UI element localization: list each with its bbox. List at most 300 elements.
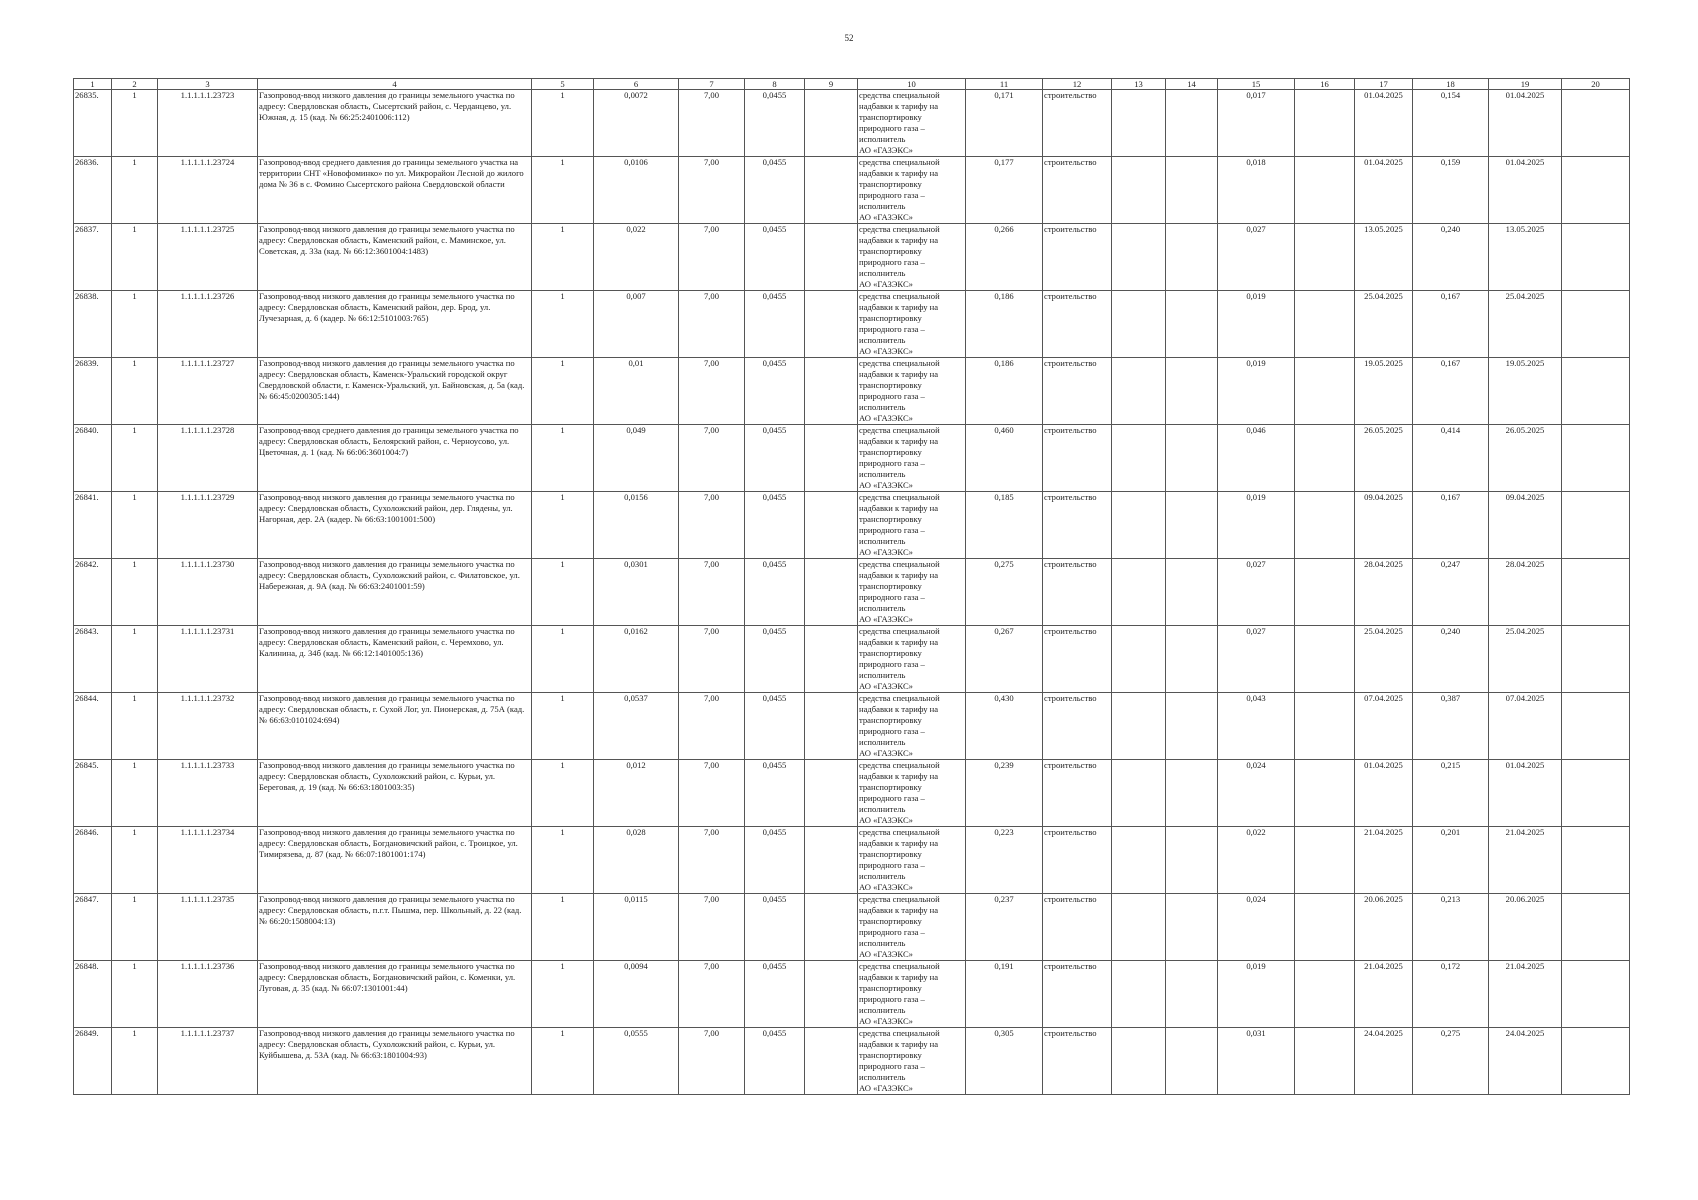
cell-work-type: строительство [1043, 425, 1112, 492]
cell-row-number: 26845. [74, 760, 112, 827]
cell-funding-source: средства специальной надбавки к тарифу на транспортировку природного газа – исполнитель АО «ГАЗЭКС» [858, 358, 966, 425]
cell-funding-source: средства специальной надбавки к тарифу на транспортировку природного газа – исполнитель АО «ГАЗЭКС» [858, 961, 966, 1028]
cell-value-9 [805, 894, 858, 961]
cell-value-7: 7,00 [679, 291, 745, 358]
cell-start-date: 01.04.2025 [1355, 760, 1413, 827]
cell-value-15: 0,024 [1218, 760, 1295, 827]
cell-funding-source: средства специальной надбавки к тарифу на транспортировку природного газа – исполнитель АО «ГАЗЭКС» [858, 291, 966, 358]
cell-value-15: 0,027 [1218, 224, 1295, 291]
cell-value-18: 0,167 [1413, 291, 1489, 358]
cell-funding-source: средства специальной надбавки к тарифу на транспортировку природного газа – исполнитель АО «ГАЗЭКС» [858, 157, 966, 224]
cell-value-9 [805, 1028, 858, 1095]
cell-value-16 [1295, 291, 1355, 358]
cell-row-number: 26848. [74, 961, 112, 1028]
cell-cost: 0,460 [966, 425, 1043, 492]
table-row [74, 358, 1630, 425]
cell-quantity: 1 [112, 559, 158, 626]
cell-end-date: 19.05.2025 [1489, 358, 1562, 425]
cell-value-8: 0,0455 [745, 1028, 805, 1095]
cell-value-7: 7,00 [679, 492, 745, 559]
cell-object-description: Газопровод-ввод низкого давления до границы земельного участка по адресу: Свердловская область, Каменск-Уральский городской округ Свердловской области, г. Каменск-Уральский, ул. Байновская, д. 5а (кад. № 66:45:0200305:144) [258, 358, 532, 425]
cell-funding-source: средства специальной надбавки к тарифу на транспортировку природного газа – исполнитель АО «ГАЗЭКС» [858, 626, 966, 693]
cell-value-18: 0,167 [1413, 492, 1489, 559]
cell-end-date: 28.04.2025 [1489, 559, 1562, 626]
cell-funding-source: средства специальной надбавки к тарифу на транспортировку природного газа – исполнитель АО «ГАЗЭКС» [858, 894, 966, 961]
cell-value-14 [1166, 492, 1218, 559]
cell-object-description: Газопровод-ввод низкого давления до границы земельного участка по адресу: Свердловская область, г. Сухой Лог, ул. Пионерская, д. 75А (кад. № 66:63:0101024:694) [258, 693, 532, 760]
cell-start-date: 21.04.2025 [1355, 827, 1413, 894]
cell-value-13 [1112, 693, 1166, 760]
cell-start-date: 28.04.2025 [1355, 559, 1413, 626]
cell-value-20 [1562, 961, 1630, 1028]
cell-value-13 [1112, 90, 1166, 157]
cell-value-13 [1112, 626, 1166, 693]
cell-value-13 [1112, 827, 1166, 894]
cell-value-16 [1295, 626, 1355, 693]
cell-length: 0,0537 [594, 693, 679, 760]
cell-object-code: 1.1.1.1.1.23734 [158, 827, 258, 894]
cell-start-date: 09.04.2025 [1355, 492, 1413, 559]
cell-value-15: 0,027 [1218, 626, 1295, 693]
cell-value-13 [1112, 425, 1166, 492]
cell-work-type: строительство [1043, 90, 1112, 157]
column-header-5: 5 [532, 79, 594, 90]
cell-value-14 [1166, 224, 1218, 291]
cell-work-type: строительство [1043, 961, 1112, 1028]
cell-value-8: 0,0455 [745, 894, 805, 961]
cell-object-code: 1.1.1.1.1.23725 [158, 224, 258, 291]
cell-work-type: строительство [1043, 827, 1112, 894]
cell-unit-count: 1 [532, 760, 594, 827]
column-header-8: 8 [745, 79, 805, 90]
cell-work-type: строительство [1043, 693, 1112, 760]
cell-unit-count: 1 [532, 693, 594, 760]
column-header-13: 13 [1112, 79, 1166, 90]
table-row [74, 492, 1630, 559]
cell-value-15: 0,017 [1218, 90, 1295, 157]
table-row [74, 559, 1630, 626]
cell-unit-count: 1 [532, 1028, 594, 1095]
table-row [74, 760, 1630, 827]
cell-value-13 [1112, 224, 1166, 291]
cell-length: 0,012 [594, 760, 679, 827]
cell-unit-count: 1 [532, 358, 594, 425]
cell-value-13 [1112, 760, 1166, 827]
cell-value-20 [1562, 559, 1630, 626]
cell-row-number: 26842. [74, 559, 112, 626]
cell-value-16 [1295, 894, 1355, 961]
column-header-18: 18 [1413, 79, 1489, 90]
cell-value-14 [1166, 827, 1218, 894]
cell-value-13 [1112, 291, 1166, 358]
cell-value-20 [1562, 425, 1630, 492]
cell-start-date: 26.05.2025 [1355, 425, 1413, 492]
cell-quantity: 1 [112, 760, 158, 827]
cell-length: 0,0555 [594, 1028, 679, 1095]
cell-funding-source: средства специальной надбавки к тарифу на транспортировку природного газа – исполнитель АО «ГАЗЭКС» [858, 224, 966, 291]
cell-value-16 [1295, 693, 1355, 760]
cell-cost: 0,430 [966, 693, 1043, 760]
cell-value-9 [805, 157, 858, 224]
cell-funding-source: средства специальной надбавки к тарифу на транспортировку природного газа – исполнитель АО «ГАЗЭКС» [858, 693, 966, 760]
column-header-17: 17 [1355, 79, 1413, 90]
cell-end-date: 01.04.2025 [1489, 90, 1562, 157]
cell-start-date: 24.04.2025 [1355, 1028, 1413, 1095]
cell-object-code: 1.1.1.1.1.23733 [158, 760, 258, 827]
cell-value-18: 0,247 [1413, 559, 1489, 626]
cell-value-13 [1112, 157, 1166, 224]
cell-object-description: Газопровод-ввод низкого давления до границы земельного участка по адресу: Свердловская область, Богдановичский район, с. Троицкое, ул. Тимирязева, д. 87 (кад. № 66:07:1801001:174) [258, 827, 532, 894]
cell-length: 0,028 [594, 827, 679, 894]
cell-funding-source: средства специальной надбавки к тарифу на транспортировку природного газа – исполнитель АО «ГАЗЭКС» [858, 760, 966, 827]
column-header-12: 12 [1043, 79, 1112, 90]
cell-value-14 [1166, 291, 1218, 358]
cell-value-14 [1166, 157, 1218, 224]
cell-value-9 [805, 224, 858, 291]
table-row [74, 626, 1630, 693]
cell-cost: 0,266 [966, 224, 1043, 291]
cell-value-13 [1112, 1028, 1166, 1095]
table-row [74, 827, 1630, 894]
cell-quantity: 1 [112, 827, 158, 894]
cell-value-7: 7,00 [679, 626, 745, 693]
cell-value-15: 0,019 [1218, 358, 1295, 425]
cell-value-8: 0,0455 [745, 626, 805, 693]
cell-value-18: 0,387 [1413, 693, 1489, 760]
cell-length: 0,049 [594, 425, 679, 492]
cell-length: 0,0072 [594, 90, 679, 157]
cell-quantity: 1 [112, 693, 158, 760]
column-header-2: 2 [112, 79, 158, 90]
cell-unit-count: 1 [532, 90, 594, 157]
cell-value-9 [805, 693, 858, 760]
cell-value-7: 7,00 [679, 827, 745, 894]
cell-value-18: 0,215 [1413, 760, 1489, 827]
cell-value-15: 0,019 [1218, 492, 1295, 559]
cell-quantity: 1 [112, 358, 158, 425]
cell-value-7: 7,00 [679, 157, 745, 224]
cell-value-9 [805, 760, 858, 827]
cell-cost: 0,275 [966, 559, 1043, 626]
cell-end-date: 01.04.2025 [1489, 760, 1562, 827]
cell-value-20 [1562, 492, 1630, 559]
cell-length: 0,0162 [594, 626, 679, 693]
cell-value-8: 0,0455 [745, 157, 805, 224]
cell-length: 0,01 [594, 358, 679, 425]
cell-value-20 [1562, 157, 1630, 224]
cell-value-16 [1295, 492, 1355, 559]
cell-row-number: 26841. [74, 492, 112, 559]
cell-value-15: 0,046 [1218, 425, 1295, 492]
column-header-6: 6 [594, 79, 679, 90]
cell-cost: 0,171 [966, 90, 1043, 157]
cell-quantity: 1 [112, 1028, 158, 1095]
cell-start-date: 19.05.2025 [1355, 358, 1413, 425]
cell-start-date: 25.04.2025 [1355, 626, 1413, 693]
cell-length: 0,0301 [594, 559, 679, 626]
cell-value-20 [1562, 291, 1630, 358]
cell-funding-source: средства специальной надбавки к тарифу на транспортировку природного газа – исполнитель АО «ГАЗЭКС» [858, 425, 966, 492]
cell-value-20 [1562, 827, 1630, 894]
cell-row-number: 26838. [74, 291, 112, 358]
cell-cost: 0,223 [966, 827, 1043, 894]
cell-row-number: 26837. [74, 224, 112, 291]
cell-object-code: 1.1.1.1.1.23728 [158, 425, 258, 492]
cell-end-date: 07.04.2025 [1489, 693, 1562, 760]
table-row [74, 157, 1630, 224]
cell-value-14 [1166, 425, 1218, 492]
cell-end-date: 13.05.2025 [1489, 224, 1562, 291]
cell-row-number: 26839. [74, 358, 112, 425]
cell-unit-count: 1 [532, 224, 594, 291]
cell-start-date: 01.04.2025 [1355, 157, 1413, 224]
cell-value-8: 0,0455 [745, 827, 805, 894]
cell-start-date: 25.04.2025 [1355, 291, 1413, 358]
cell-quantity: 1 [112, 492, 158, 559]
cell-value-8: 0,0455 [745, 961, 805, 1028]
cell-cost: 0,267 [966, 626, 1043, 693]
cell-quantity: 1 [112, 157, 158, 224]
cell-cost: 0,239 [966, 760, 1043, 827]
cell-object-code: 1.1.1.1.1.23732 [158, 693, 258, 760]
cell-object-code: 1.1.1.1.1.23724 [158, 157, 258, 224]
cell-value-20 [1562, 894, 1630, 961]
cell-object-description: Газопровод-ввод среднего давления до границы земельного участка на территории СНТ «Новофоминко» по ул. Микрорайон Лесной до жилого дома № 36 в с. Фомино Сысертского района Свердловской области [258, 157, 532, 224]
cell-object-description: Газопровод-ввод среднего давления до границы земельного участка по адресу: Свердловская область, Белоярский район, с. Черноусово, ул. Цветочная, д. 1 (кад. № 66:06:3601004:7) [258, 425, 532, 492]
cell-work-type: строительство [1043, 760, 1112, 827]
column-header-19: 19 [1489, 79, 1562, 90]
cell-funding-source: средства специальной надбавки к тарифу на транспортировку природного газа – исполнитель АО «ГАЗЭКС» [858, 559, 966, 626]
cell-value-9 [805, 961, 858, 1028]
cell-row-number: 26836. [74, 157, 112, 224]
table-row [74, 90, 1630, 157]
cell-row-number: 26843. [74, 626, 112, 693]
cell-value-20 [1562, 760, 1630, 827]
cell-start-date: 13.05.2025 [1355, 224, 1413, 291]
cell-value-7: 7,00 [679, 961, 745, 1028]
cell-value-7: 7,00 [679, 894, 745, 961]
table-row [74, 425, 1630, 492]
cell-value-9 [805, 90, 858, 157]
cell-start-date: 20.06.2025 [1355, 894, 1413, 961]
cell-object-code: 1.1.1.1.1.23737 [158, 1028, 258, 1095]
table-row [74, 1028, 1630, 1095]
cell-value-14 [1166, 894, 1218, 961]
cell-value-15: 0,022 [1218, 827, 1295, 894]
cell-row-number: 26835. [74, 90, 112, 157]
table-row [74, 693, 1630, 760]
cell-value-13 [1112, 559, 1166, 626]
cell-value-8: 0,0455 [745, 291, 805, 358]
cell-cost: 0,186 [966, 358, 1043, 425]
cell-row-number: 26849. [74, 1028, 112, 1095]
cell-row-number: 26846. [74, 827, 112, 894]
cell-object-code: 1.1.1.1.1.23731 [158, 626, 258, 693]
cell-object-code: 1.1.1.1.1.23726 [158, 291, 258, 358]
cell-value-9 [805, 827, 858, 894]
cell-unit-count: 1 [532, 157, 594, 224]
cell-value-14 [1166, 358, 1218, 425]
cell-quantity: 1 [112, 425, 158, 492]
cell-funding-source: средства специальной надбавки к тарифу на транспортировку природного газа – исполнитель АО «ГАЗЭКС» [858, 492, 966, 559]
cell-length: 0,0156 [594, 492, 679, 559]
cell-row-number: 26840. [74, 425, 112, 492]
cell-object-description: Газопровод-ввод низкого давления до границы земельного участка по адресу: Свердловская область, Сухоложский район, с. Филатовское, ул. Набережная, д. 9А (кад. № 66:63:2401001:59) [258, 559, 532, 626]
cell-work-type: строительство [1043, 291, 1112, 358]
cell-value-16 [1295, 224, 1355, 291]
cell-value-16 [1295, 760, 1355, 827]
cell-value-14 [1166, 961, 1218, 1028]
cell-value-18: 0,201 [1413, 827, 1489, 894]
cell-value-8: 0,0455 [745, 760, 805, 827]
column-header-7: 7 [679, 79, 745, 90]
column-header-15: 15 [1218, 79, 1295, 90]
cell-length: 0,0094 [594, 961, 679, 1028]
cell-object-code: 1.1.1.1.1.23729 [158, 492, 258, 559]
cell-value-7: 7,00 [679, 358, 745, 425]
cell-object-description: Газопровод-ввод низкого давления до границы земельного участка по адресу: Свердловская область, п.г.т. Пышма, пер. Школьный, д. 22 (кад. № 66:20:1508004:13) [258, 894, 532, 961]
table-row [74, 224, 1630, 291]
cell-value-16 [1295, 559, 1355, 626]
cell-value-7: 7,00 [679, 224, 745, 291]
column-header-16: 16 [1295, 79, 1355, 90]
cell-value-20 [1562, 224, 1630, 291]
cell-object-description: Газопровод-ввод низкого давления до границы земельного участка по адресу: Свердловская область, Сухоложский район, с. Курьи, ул. Куйбышева, д. 53А (кад. № 66:63:1801004:93) [258, 1028, 532, 1095]
cell-object-description: Газопровод-ввод низкого давления до границы земельного участка по адресу: Свердловская область, Сухоложский район, дер. Глядены, ул. Нагорная, дер. 2А (кадер. № 66:63:1001001:500) [258, 492, 532, 559]
cell-value-15: 0,018 [1218, 157, 1295, 224]
cell-length: 0,0115 [594, 894, 679, 961]
cell-start-date: 01.04.2025 [1355, 90, 1413, 157]
column-header-11: 11 [966, 79, 1043, 90]
column-header-1: 1 [74, 79, 112, 90]
cell-value-13 [1112, 961, 1166, 1028]
cell-quantity: 1 [112, 626, 158, 693]
cell-unit-count: 1 [532, 626, 594, 693]
cell-value-18: 0,275 [1413, 1028, 1489, 1095]
cell-cost: 0,237 [966, 894, 1043, 961]
cell-value-16 [1295, 157, 1355, 224]
cell-unit-count: 1 [532, 827, 594, 894]
cell-value-20 [1562, 358, 1630, 425]
cell-value-16 [1295, 827, 1355, 894]
cell-object-code: 1.1.1.1.1.23736 [158, 961, 258, 1028]
cell-value-13 [1112, 894, 1166, 961]
cell-funding-source: средства специальной надбавки к тарифу на транспортировку природного газа – исполнитель АО «ГАЗЭКС» [858, 1028, 966, 1095]
cell-work-type: строительство [1043, 1028, 1112, 1095]
cell-value-9 [805, 291, 858, 358]
cell-work-type: строительство [1043, 626, 1112, 693]
cell-end-date: 20.06.2025 [1489, 894, 1562, 961]
column-number-row [74, 79, 1630, 90]
table-body [74, 90, 1630, 1095]
cell-value-9 [805, 425, 858, 492]
cell-work-type: строительство [1043, 559, 1112, 626]
cell-value-8: 0,0455 [745, 425, 805, 492]
register-table [73, 78, 1630, 1095]
cell-value-16 [1295, 358, 1355, 425]
cell-value-15: 0,024 [1218, 894, 1295, 961]
cell-value-18: 0,167 [1413, 358, 1489, 425]
cell-end-date: 01.04.2025 [1489, 157, 1562, 224]
cell-work-type: строительство [1043, 157, 1112, 224]
cell-value-7: 7,00 [679, 90, 745, 157]
cell-start-date: 07.04.2025 [1355, 693, 1413, 760]
cell-value-18: 0,414 [1413, 425, 1489, 492]
cell-cost: 0,185 [966, 492, 1043, 559]
cell-object-code: 1.1.1.1.1.23727 [158, 358, 258, 425]
cell-value-18: 0,154 [1413, 90, 1489, 157]
column-header-9: 9 [805, 79, 858, 90]
cell-end-date: 21.04.2025 [1489, 961, 1562, 1028]
cell-value-20 [1562, 626, 1630, 693]
cell-value-8: 0,0455 [745, 693, 805, 760]
cell-length: 0,007 [594, 291, 679, 358]
cell-unit-count: 1 [532, 894, 594, 961]
cell-unit-count: 1 [532, 425, 594, 492]
cell-value-15: 0,019 [1218, 961, 1295, 1028]
cell-end-date: 25.04.2025 [1489, 291, 1562, 358]
cell-length: 0,022 [594, 224, 679, 291]
cell-value-7: 7,00 [679, 693, 745, 760]
cell-value-15: 0,031 [1218, 1028, 1295, 1095]
cell-value-20 [1562, 90, 1630, 157]
table-row [74, 961, 1630, 1028]
cell-row-number: 26847. [74, 894, 112, 961]
cell-end-date: 21.04.2025 [1489, 827, 1562, 894]
cell-value-8: 0,0455 [745, 358, 805, 425]
cell-cost: 0,177 [966, 157, 1043, 224]
cell-value-16 [1295, 1028, 1355, 1095]
column-header-10: 10 [858, 79, 966, 90]
cell-cost: 0,186 [966, 291, 1043, 358]
cell-unit-count: 1 [532, 961, 594, 1028]
cell-object-description: Газопровод-ввод низкого давления до границы земельного участка по адресу: Свердловская область, Сысертский район, с. Черданцево, ул. Южная, д. 15 (кад. № 66:25:2401006:112) [258, 90, 532, 157]
cell-value-9 [805, 626, 858, 693]
cell-work-type: строительство [1043, 894, 1112, 961]
cell-work-type: строительство [1043, 492, 1112, 559]
cell-work-type: строительство [1043, 358, 1112, 425]
cell-value-14 [1166, 559, 1218, 626]
table-row [74, 291, 1630, 358]
table-row [74, 894, 1630, 961]
cell-end-date: 09.04.2025 [1489, 492, 1562, 559]
cell-value-13 [1112, 492, 1166, 559]
cell-row-number: 26844. [74, 693, 112, 760]
cell-object-description: Газопровод-ввод низкого давления до границы земельного участка по адресу: Свердловская область, Каменский район, с. Черемхово, ул. Калинина, д. 34б (кад. № 66:12:1401005:136) [258, 626, 532, 693]
cell-end-date: 25.04.2025 [1489, 626, 1562, 693]
cell-value-18: 0,172 [1413, 961, 1489, 1028]
cell-funding-source: средства специальной надбавки к тарифу на транспортировку природного газа – исполнитель АО «ГАЗЭКС» [858, 827, 966, 894]
column-header-4: 4 [258, 79, 532, 90]
cell-value-14 [1166, 760, 1218, 827]
cell-value-15: 0,027 [1218, 559, 1295, 626]
cell-value-9 [805, 559, 858, 626]
cell-value-20 [1562, 693, 1630, 760]
cell-cost: 0,191 [966, 961, 1043, 1028]
cell-object-code: 1.1.1.1.1.23723 [158, 90, 258, 157]
cell-value-16 [1295, 425, 1355, 492]
cell-end-date: 26.05.2025 [1489, 425, 1562, 492]
cell-funding-source: средства специальной надбавки к тарифу на транспортировку природного газа – исполнитель АО «ГАЗЭКС» [858, 90, 966, 157]
cell-quantity: 1 [112, 894, 158, 961]
cell-quantity: 1 [112, 224, 158, 291]
column-header-3: 3 [158, 79, 258, 90]
cell-unit-count: 1 [532, 559, 594, 626]
cell-value-15: 0,019 [1218, 291, 1295, 358]
cell-value-7: 7,00 [679, 425, 745, 492]
cell-value-8: 0,0455 [745, 90, 805, 157]
cell-object-code: 1.1.1.1.1.23730 [158, 559, 258, 626]
